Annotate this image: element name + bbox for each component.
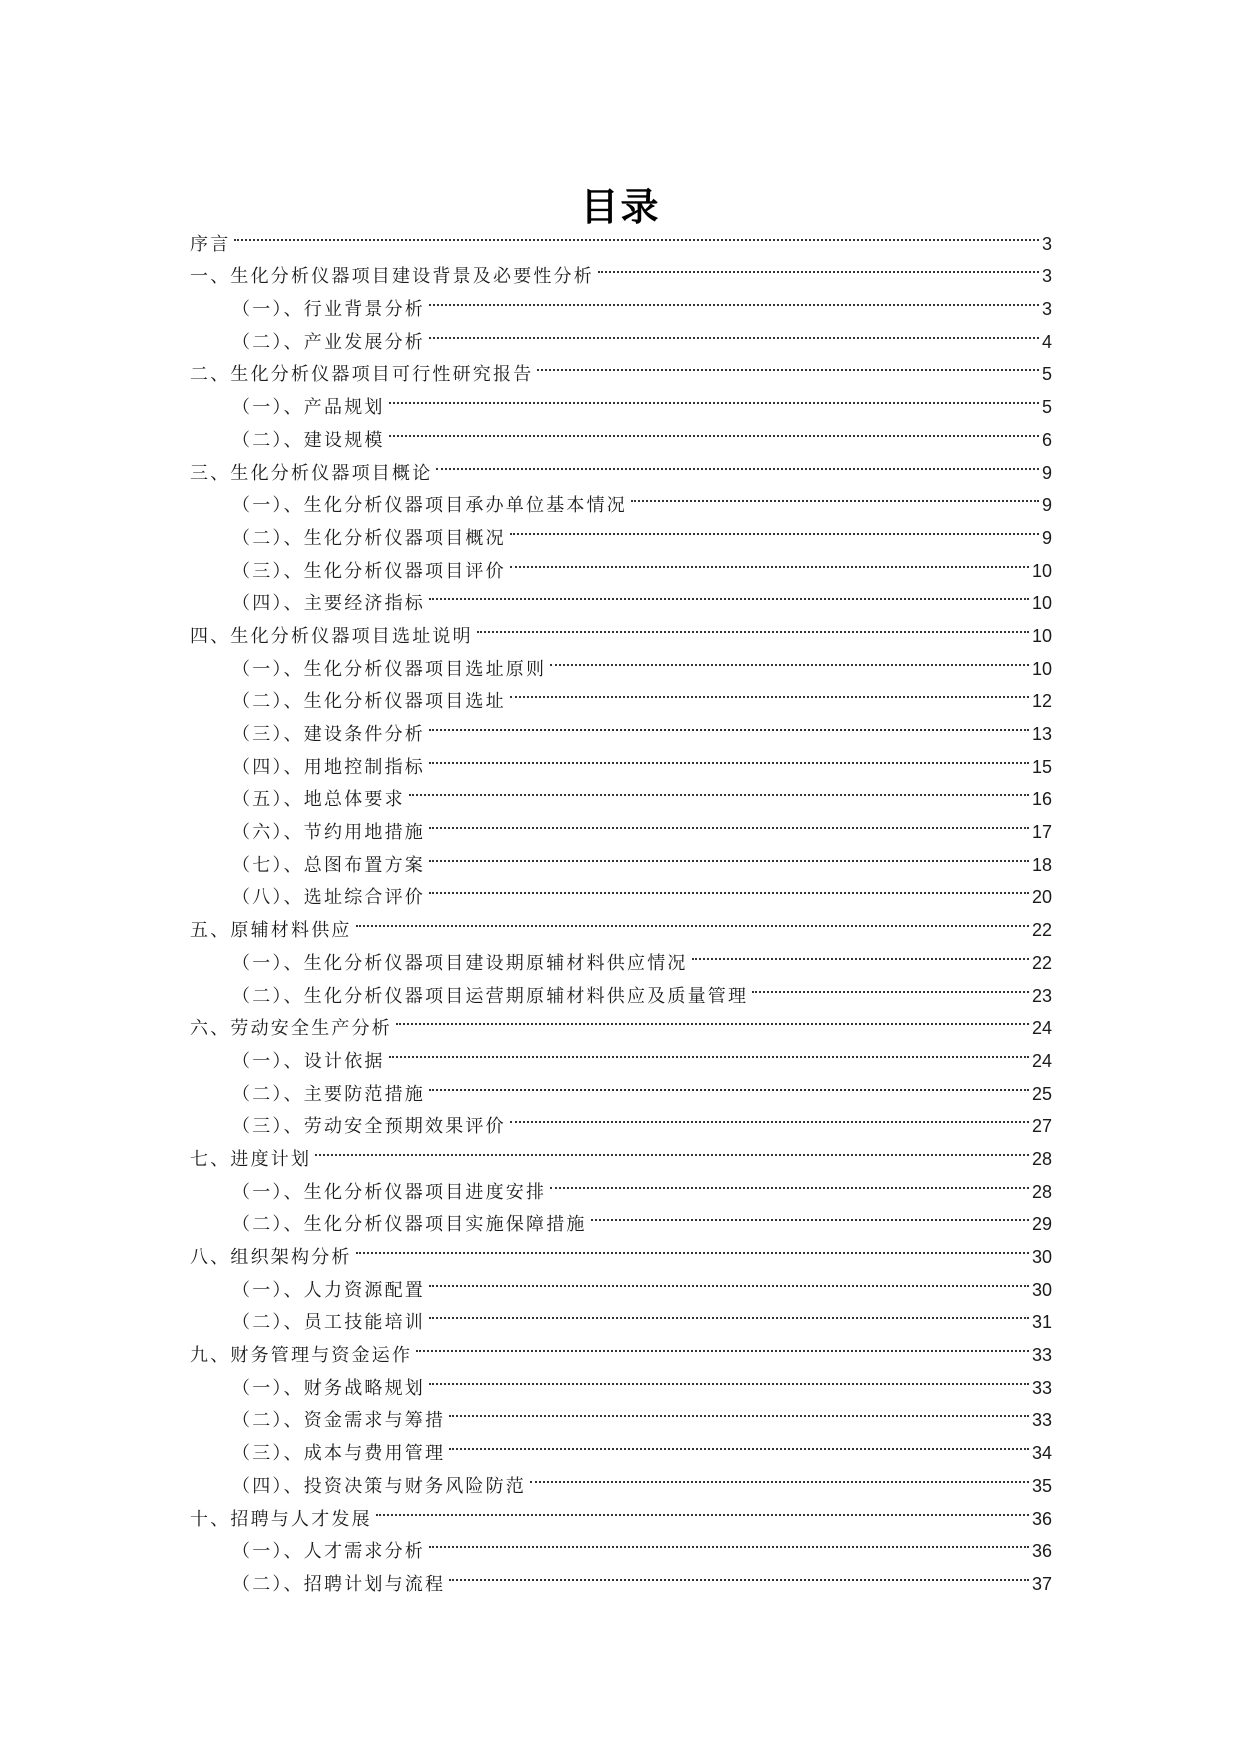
toc-dot-leader xyxy=(429,282,1039,315)
toc-dot-leader xyxy=(530,1459,1029,1492)
toc-dot-leader xyxy=(510,511,1039,544)
toc-page-number: 13 xyxy=(1031,724,1052,744)
toc-page-number: 35 xyxy=(1031,1475,1052,1496)
toc-page-number: 29 xyxy=(1031,1214,1052,1235)
toc-entry-title: （二）、生化分析仪器项目选址 xyxy=(232,691,506,713)
toc-page-number: 23 xyxy=(1031,985,1052,1006)
toc-page-number: 24 xyxy=(1031,1050,1052,1071)
toc-page-number: 3 xyxy=(1041,233,1052,254)
toc-entry-title: 八、组织架构分析 xyxy=(190,1247,352,1268)
toc-page-number: 25 xyxy=(1031,1083,1052,1104)
toc-entry-title: 九、财务管理与资金运作 xyxy=(190,1345,413,1367)
page-title: 目录 xyxy=(580,185,661,230)
toc-dot-leader xyxy=(631,479,1039,512)
toc-dot-leader xyxy=(356,1230,1029,1263)
toc-dot-leader xyxy=(477,609,1029,642)
toc-page-number: 9 xyxy=(1041,495,1052,516)
toc-page-number: 30 xyxy=(1031,1279,1052,1300)
toc-page-number: 33 xyxy=(1031,1410,1052,1431)
toc-dot-leader xyxy=(598,250,1039,283)
toc-dot-leader xyxy=(356,903,1029,936)
toc-entry-title: （三）、建设条件分析 xyxy=(232,724,425,745)
toc-dot-leader xyxy=(376,1492,1029,1525)
toc-page-number: 36 xyxy=(1031,1541,1052,1562)
toc-dot-leader xyxy=(510,675,1029,708)
toc-entry-title: （二）、产业发展分析 xyxy=(232,331,425,353)
toc-entry-title: （三）、成本与费用管理 xyxy=(232,1443,446,1465)
toc-entry-title: （二）、建设规模 xyxy=(232,429,385,451)
toc-entry-title: （一）、设计依据 xyxy=(232,1050,385,1072)
toc-entry-title: （一）、财务战略规划 xyxy=(232,1377,425,1399)
toc-dot-leader xyxy=(315,1132,1029,1165)
toc-section-entry[interactable] xyxy=(190,1165,1052,1203)
toc-dot-leader xyxy=(429,1067,1029,1100)
toc-dot-leader xyxy=(429,871,1029,904)
toc-dot-leader xyxy=(429,707,1029,740)
toc-entry-title: （一）、生化分析仪器项目选址原则 xyxy=(232,658,547,680)
toc-dot-leader xyxy=(550,642,1029,675)
toc-entry-title: 七、进度计划 xyxy=(190,1148,312,1170)
toc-entry-title: 十、招聘与人才发展 xyxy=(190,1508,372,1530)
toc-entry-title: （六）、节约用地措施 xyxy=(232,822,425,844)
toc-page-number: 24 xyxy=(1031,1018,1052,1039)
toc-entry-title: （二）、主要防范措施 xyxy=(232,1083,425,1105)
toc-dot-leader xyxy=(429,740,1029,773)
toc-page-number: 10 xyxy=(1031,560,1052,581)
toc-dot-leader xyxy=(416,1328,1029,1361)
table-of-contents xyxy=(190,217,1052,1595)
toc-dot-leader xyxy=(752,969,1029,1002)
toc-dot-leader xyxy=(429,1361,1029,1394)
toc-page-number: 30 xyxy=(1031,1247,1052,1267)
toc-entry-title: 三、生化分析仪器项目概论 xyxy=(190,462,433,484)
toc-chapter-entry[interactable] xyxy=(190,250,1052,288)
toc-entry-title: （二）、资金需求与筹措 xyxy=(232,1410,446,1432)
toc-page-number: 22 xyxy=(1031,920,1052,941)
toc-entry-title: （一）、生化分析仪器项目建设期原辅材料供应情况 xyxy=(232,952,688,974)
toc-entry-title: （二）、员工技能培训 xyxy=(232,1312,425,1334)
toc-entry-title: 五、原辅材料供应 xyxy=(190,920,352,942)
toc-page-number: 10 xyxy=(1031,658,1052,679)
toc-entry-title: （二）、生化分析仪器项目概况 xyxy=(232,527,506,549)
toc-entry-title: （一）、人才需求分析 xyxy=(232,1541,425,1563)
toc-page-number: 20 xyxy=(1031,887,1052,908)
toc-page-number: 12 xyxy=(1031,691,1052,712)
toc-page-number: 33 xyxy=(1031,1345,1052,1366)
toc-dot-leader xyxy=(449,1557,1029,1590)
toc-page-number: 33 xyxy=(1031,1377,1052,1398)
toc-chapter-entry[interactable] xyxy=(190,217,1052,255)
toc-page-number: 5 xyxy=(1041,397,1052,418)
toc-dot-leader xyxy=(436,446,1039,479)
toc-dot-leader xyxy=(429,1296,1029,1329)
toc-dot-leader xyxy=(449,1426,1029,1459)
toc-entry-title: （八）、选址综合评价 xyxy=(232,887,425,909)
toc-dot-leader xyxy=(389,380,1039,413)
toc-page-number: 9 xyxy=(1041,462,1052,483)
toc-dot-leader xyxy=(429,838,1029,871)
toc-page-number: 22 xyxy=(1031,952,1052,973)
toc-entry-title: （二）、招聘计划与流程 xyxy=(232,1573,446,1595)
toc-dot-leader xyxy=(396,1002,1029,1035)
toc-dot-leader xyxy=(429,315,1039,348)
toc-entry-title: （四）、投资决策与财务风险防范 xyxy=(232,1475,526,1497)
toc-dot-leader xyxy=(389,413,1039,446)
toc-page-number: 18 xyxy=(1031,854,1052,875)
toc-page-number: 31 xyxy=(1031,1312,1052,1333)
toc-entry-title: （七）、总图布置方案 xyxy=(232,854,425,876)
toc-page-number: 9 xyxy=(1041,527,1052,548)
toc-entry-title: 六、劳动安全生产分析 xyxy=(190,1018,392,1040)
toc-entry-title: （三）、生化分析仪器项目评价 xyxy=(232,560,506,582)
toc-page-number: 10 xyxy=(1031,625,1052,646)
toc-dot-leader xyxy=(510,544,1029,577)
toc-dot-leader xyxy=(429,1263,1029,1296)
toc-dot-leader xyxy=(510,1100,1029,1133)
toc-entry-title: （一）、生化分析仪器项目承办单位基本情况 xyxy=(232,495,627,517)
toc-page-number: 17 xyxy=(1031,822,1052,843)
toc-entry-title: （一）、生化分析仪器项目进度安排 xyxy=(232,1181,547,1203)
toc-page-number: 16 xyxy=(1031,789,1052,810)
toc-page-number: 36 xyxy=(1031,1508,1052,1529)
toc-page-number: 5 xyxy=(1041,364,1052,385)
toc-dot-leader xyxy=(389,1034,1029,1067)
toc-page-number: 6 xyxy=(1041,429,1052,450)
toc-entry-title: 二、生化分析仪器项目可行性研究报告 xyxy=(190,364,534,386)
toc-page-number: 28 xyxy=(1031,1148,1052,1169)
toc-dot-leader xyxy=(537,348,1039,381)
toc-entry-title: （一）、产品规划 xyxy=(232,397,385,419)
toc-entry-title: 序言 xyxy=(190,233,231,255)
toc-entry-title: （一）、人力资源配置 xyxy=(232,1279,425,1301)
toc-entry-title: 四、生化分析仪器项目选址说明 xyxy=(190,625,473,647)
toc-dot-leader xyxy=(429,1525,1029,1558)
toc-entry-title: （四）、用地控制指标 xyxy=(232,756,425,778)
toc-dot-leader xyxy=(449,1394,1029,1427)
toc-page-number: 37 xyxy=(1031,1573,1052,1594)
toc-entry-title: （二）、生化分析仪器项目运营期原辅材料供应及质量管理 xyxy=(232,985,749,1007)
toc-dot-leader xyxy=(429,805,1029,838)
toc-page-number: 4 xyxy=(1041,331,1052,352)
toc-page-number: 34 xyxy=(1031,1443,1052,1464)
toc-dot-leader xyxy=(234,217,1039,250)
toc-page-number: 15 xyxy=(1031,756,1052,777)
toc-dot-leader xyxy=(550,1165,1029,1198)
toc-entry-title: （二）、生化分析仪器项目实施保障措施 xyxy=(232,1214,587,1236)
toc-dot-leader xyxy=(591,1198,1029,1231)
toc-page-number: 28 xyxy=(1031,1181,1052,1202)
toc-entry-title: （三）、劳动安全预期效果评价 xyxy=(232,1116,506,1138)
toc-page-number: 3 xyxy=(1041,266,1052,287)
toc-entry-title: （四）、主要经济指标 xyxy=(232,593,425,615)
toc-page-number: 27 xyxy=(1031,1116,1052,1137)
toc-dot-leader xyxy=(692,936,1029,969)
toc-entry-title: （五）、地总体要求 xyxy=(232,789,405,811)
toc-dot-leader xyxy=(429,577,1029,610)
toc-entry-title: （一）、行业背景分析 xyxy=(232,299,425,321)
toc-dot-leader xyxy=(409,773,1029,806)
toc-chapter-entry[interactable] xyxy=(190,1132,1052,1170)
toc-page-number: 10 xyxy=(1031,593,1052,614)
toc-page-number: 3 xyxy=(1041,299,1052,320)
toc-entry-title: 一、生化分析仪器项目建设背景及必要性分析 xyxy=(190,266,594,288)
